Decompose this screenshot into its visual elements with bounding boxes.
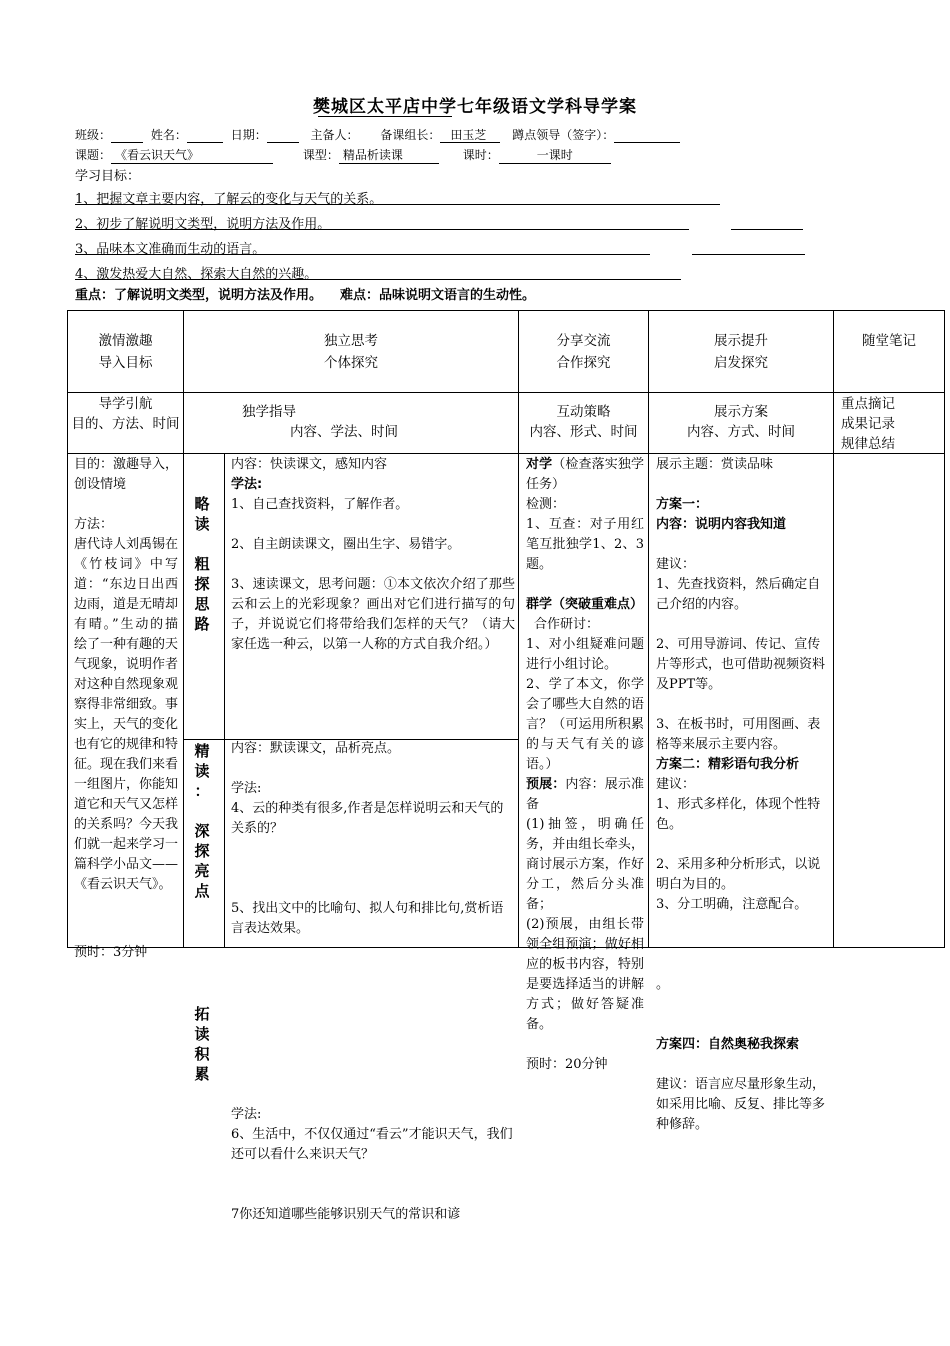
stage-extend-char-4: 累 — [194, 1065, 210, 1083]
stage-skim-char-5: 探 — [194, 575, 210, 593]
col3-preview-2: (2)预展，由组长带领全组预演；做好相应的板书内容，特别是要选择适当的讲解方式；做好答疑准备。 — [526, 917, 644, 1032]
hours-label: 课时： — [462, 148, 499, 162]
subheader-col-1-line-2: 目的、方法、时间 — [71, 416, 180, 432]
hours-value: 一课时 — [536, 148, 573, 162]
col3-duixue-label: 对学 — [526, 457, 553, 472]
col3-qunxue-label: 群学 — [526, 597, 553, 612]
goal-line-3 — [75, 254, 650, 255]
header-row-line — [67, 392, 945, 393]
col4-plan2-s1: 1、形式多样化，体现个性特色。 — [656, 797, 821, 832]
col2-q7: 7你还知道哪些能够识别天气的常识和谚 — [231, 1207, 461, 1222]
subheader-col-3 — [519, 402, 648, 442]
group-leader-value: 田玉芝 — [440, 128, 500, 143]
col4-plan4-suggest: 建议：语言应尽量形象生动，如采用比喻、反复、排比等多种修辞。 — [656, 1077, 826, 1132]
subheader-col-3-line-1: 互动策略 — [556, 404, 611, 420]
col3-duixue-text: （检查落实独学任务） — [526, 457, 644, 492]
header-col-4 — [649, 330, 833, 374]
stage-skim-char-1: 略 — [194, 495, 210, 513]
col4-body — [656, 455, 830, 1135]
goal-line-2b — [731, 229, 803, 230]
subheader-col-4 — [649, 402, 833, 442]
preparer-label: 主备人： — [310, 128, 359, 142]
header-col-5 — [834, 330, 944, 352]
goal-line-1 — [75, 204, 720, 205]
header-col-1-line-1: 激情激趣 — [98, 333, 153, 349]
header-col-5-line-1: 随堂笔记 — [862, 333, 916, 349]
title-underline — [318, 116, 452, 117]
col4-plan1-s3: 3、在板书时，可用图画、表格等来展示主要内容。 — [656, 717, 821, 752]
supervisor-label: 蹲点领导（签字）： — [512, 128, 615, 142]
stage-label-skim — [192, 494, 212, 634]
page-title: 樊城区太平店中学七年级语文学科导学案 — [313, 97, 637, 117]
goal-line-2 — [75, 229, 689, 230]
topic-label: 课题： — [75, 148, 112, 162]
col2-q1: 1、自己查找资料，了解作者。 — [231, 497, 409, 512]
meta-row-1 — [75, 126, 680, 143]
key-points — [75, 284, 535, 303]
col1-time: 预时：3分钟 — [74, 945, 148, 960]
stage-intensive-char-7: 亮 — [194, 862, 210, 880]
subheader-col-2-line-2: 内容、学法、时间 — [290, 424, 398, 440]
col4-theme: 展示主题：赏读品味 — [656, 457, 774, 472]
goal-line-3b — [692, 254, 805, 255]
col3-preview-text: 内容：展示准备 — [526, 777, 644, 812]
subheader-col-3-line-2: 内容、形式、时间 — [529, 424, 638, 440]
col3-time: 预时：20分钟 — [526, 1057, 608, 1072]
col4-plan1-s2: 2、可用导游词、传记、宣传片等形式，也可借助视频资料及PPT等。 — [656, 637, 826, 692]
type-value: 精品析读课 — [342, 148, 403, 162]
class-label: 班级： — [75, 128, 112, 142]
col4-plan4-title: 方案四：自然奥秘我探索 — [656, 1037, 800, 1052]
stage-skim-char-3 — [192, 534, 212, 554]
col2-intensive-method: 学法: — [231, 781, 262, 796]
col4-dot: 。 — [656, 977, 670, 992]
col2-intensive-content: 内容：默读课文，品析亮点。 — [231, 741, 401, 756]
stage-divider — [224, 453, 225, 948]
col4-plan1-title: 方案一： — [656, 497, 709, 512]
col3-check-text: 1、互查：对子用红笔互批独学1、2、3题。 — [526, 517, 644, 572]
col2-q6: 6、生活中，不仅仅通过“看云”才能识天气，我们还可以看什么来识天气？ — [231, 1127, 513, 1162]
stage-extend-char-2: 读 — [194, 1025, 210, 1043]
stage-extend-char-3: 积 — [194, 1045, 210, 1063]
col3-preview-1: (1)抽签，明确任务，并由组长牵头，商讨展示方案，作好分工，然后分头准备； — [526, 817, 644, 912]
goal-item-2: 2、初步了解说明文类型，说明方法及作用。 — [75, 217, 331, 232]
col2-q5: 5、找出文中的比喻句、拟人句和排比句,赏析语言表达效果。 — [231, 901, 504, 936]
col1-body — [74, 455, 178, 963]
col4-plan2-title: 方案二：精彩语句我分析 — [656, 757, 800, 772]
stage-intensive-char-6: 探 — [194, 842, 210, 860]
header-col-1 — [68, 330, 183, 374]
col2-block-intensive — [231, 739, 515, 939]
class-field[interactable] — [111, 129, 143, 143]
col2-extend-method: 学法: — [231, 1107, 262, 1122]
goal-item-1: 1、把握文章主要内容，了解云的变化与天气的关系。 — [75, 192, 383, 207]
subheader-col-5-line-2: 成果记录 — [841, 416, 895, 432]
stage-intensive-char-4 — [192, 801, 212, 821]
header-col-3 — [519, 330, 648, 374]
date-field[interactable] — [267, 129, 299, 143]
stage-extend-char-1: 拓 — [194, 1005, 210, 1023]
col2-q4: 4、云的种类有很多,作者是怎样说明云和天气的关系的？ — [231, 801, 504, 836]
goals-heading: 学习目标： — [75, 169, 141, 184]
subheader-row-line — [67, 453, 945, 454]
stage-skim-char-6: 思 — [194, 595, 210, 613]
stage-intensive-char-8: 点 — [194, 882, 210, 900]
col4-plan1-content: 内容：说明内容我知道 — [656, 517, 787, 532]
subheader-col-5-line-3: 规律总结 — [841, 436, 895, 452]
subheader-col-2 — [184, 402, 518, 442]
difficult-point: 难点：品味说明文语言的生动性。 — [340, 288, 536, 303]
topic-value: 《看云识天气》 — [115, 148, 200, 162]
supervisor-field[interactable] — [614, 129, 680, 143]
name-field[interactable] — [187, 129, 223, 143]
goal-item-4: 4、激发热爱大自然、探索大自然的兴趣。 — [75, 267, 318, 282]
col4-plan2-suggest: 建议： — [656, 777, 696, 792]
subheader-col-4-line-2: 内容、方式、时间 — [687, 424, 795, 440]
col3-discuss-label: 合作研讨： — [534, 617, 600, 632]
stage-skim-char-2: 读 — [194, 515, 210, 533]
group-leader-label: 备课组长： — [380, 128, 441, 142]
col3-discuss-2: 2、学了本文，你学会了哪些大自然的语言？（可运用所积累的与天气有关的谚语。） — [526, 677, 644, 772]
col4-plan1-suggest: 建议： — [656, 557, 696, 572]
col1-method-text: 唐代诗人刘禹锡在《竹枝词》中写道：“东边日出西边雨，道是无晴却有晴。”生动的描绘了一种有趣的天气现象，说明作者对这种自然现象观察得非常细致。事实上，天气的变化也有它的规律和特征。现在我们来看一组图片，你能知道它和天气又怎样的关系吗？今天我们就一起来学习一篇科学小品文——《看云识天气》。 — [74, 537, 179, 892]
header-col-2 — [184, 330, 518, 374]
col3-preview-label: 预展： — [526, 777, 566, 792]
col4-plan1-s1: 1、先查找资料，然后确定自己介绍的内容。 — [656, 577, 821, 612]
goal-line-4 — [75, 279, 681, 280]
header-col-1-line-2: 导入目标 — [98, 355, 153, 371]
stage-intensive-char-1: 精 — [194, 742, 210, 760]
col3-qunxue-text: （突破重难点） — [552, 597, 644, 612]
col2-block-extend — [231, 1105, 515, 1225]
col2-block-skim — [231, 455, 515, 655]
subheader-col-5-line-1: 重点摘记 — [841, 396, 895, 412]
header-col-3-line-2: 合作探究 — [556, 355, 611, 371]
col1-purpose: 目的：激趣导入，创设情境 — [74, 457, 179, 492]
date-label: 日期： — [230, 128, 267, 142]
stage-label-extend — [192, 1004, 212, 1084]
stage-skim-char-7: 路 — [194, 615, 210, 633]
stage-intensive-char-5: 深 — [194, 822, 210, 840]
key-point: 重点：了解说明文类型，说明方法及作用。 — [75, 288, 323, 303]
notes-area[interactable] — [834, 454, 944, 947]
header-col-2-line-2: 个体探究 — [324, 355, 378, 371]
name-label: 姓名： — [150, 128, 187, 142]
col2-skim-method: 学法: — [231, 477, 263, 492]
goal-item-3: 3、品味本文准确而生动的语言。 — [75, 242, 266, 257]
header-col-3-line-1: 分享交流 — [556, 333, 611, 349]
type-label: 课型： — [302, 148, 339, 162]
col2-q2: 2、自主朗读课文，圈出生字、易错字。 — [231, 537, 461, 552]
col4-plan2-s2: 2、采用多种分析形式，以说明白为目的。 — [656, 857, 821, 892]
col4-plan2-s3: 3、分工明确，注意配合。 — [656, 897, 808, 912]
stage-intensive-char-3: ： — [194, 782, 210, 800]
subheader-col-5 — [841, 394, 941, 454]
meta-row-2 — [75, 146, 611, 164]
subheader-col-1 — [68, 394, 183, 434]
col1-method-label: 方法： — [74, 517, 114, 532]
stage-intensive-char-2: 读 — [194, 762, 210, 780]
header-col-2-line-1: 独立思考 — [324, 333, 378, 349]
header-col-4-line-2: 启发探究 — [714, 355, 768, 371]
subheader-col-2-line-1: 独学指导 — [242, 404, 296, 420]
subheader-col-1-line-1: 导学引航 — [98, 396, 153, 412]
stage-skim-char-4: 粗 — [194, 555, 210, 573]
col2-q3: 3、速读课文，思考问题：①本文依次介绍了那些云和云上的光彩现象？画出对它们进行描写的句子，并说说它们将带给我们怎样的天气？（请大家任选一种云，以第一人称的方式自我介绍。） — [231, 577, 515, 652]
col3-check-label: 检测： — [526, 497, 566, 512]
col2-skim-content: 内容：快读课文，感知内容 — [231, 457, 388, 472]
header-col-4-line-1: 展示提升 — [714, 333, 768, 349]
stage-label-intensive — [192, 741, 212, 901]
col3-discuss-1: 1、对小组疑难问题进行小组讨论。 — [526, 637, 644, 672]
subheader-col-4-line-1: 展示方案 — [714, 404, 768, 420]
col3-body — [526, 455, 644, 1075]
